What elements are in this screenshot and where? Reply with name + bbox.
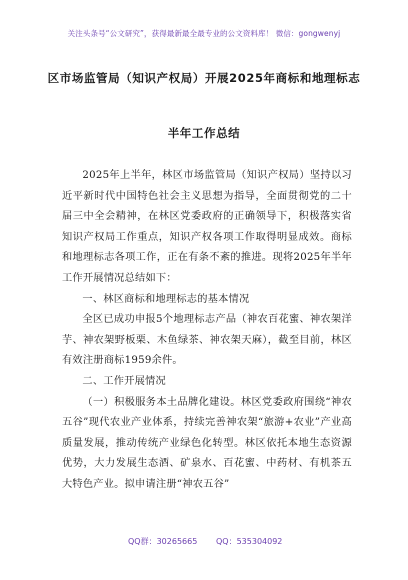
section-heading-work-progress: 二、工作开展情况 — [82, 375, 166, 387]
promo-banner: 关注头条号“公文研究”，获得最新最全最专业的公文资料库！ 微信：gongwenyj — [67, 29, 341, 38]
qq-number: QQ：535304092 — [216, 537, 283, 546]
basic-situation-paragraph: 全区已成功申报5个地理标志产品（神农百花蜜、神农架洋芋、神农架野板栗、木鱼绿茶、神农架天麻），截至目前，林区有效注册商标1959余件。 — [62, 314, 352, 367]
document-title: 区市场监管局（知识产权局）开展2025年商标和地理标志 — [47, 71, 361, 85]
section-heading-basic-situation: 一、林区商标和地理标志的基本情况 — [82, 293, 250, 305]
document-body — [62, 166, 352, 496]
work-progress-paragraph: （一）积极服务本土品牌化建设。林区党委政府围绕“神农五谷”现代农业产业体系，持续完善神农架“旅游+农业”产业高质量发展，推动传统产业绿色化转型。林区依托本地生态资源优势，大力发展生态酒、矿泉水、百花蜜、中药材、有机茶五大特色产业。拟申请注册“神农五谷” — [62, 396, 352, 490]
document-subtitle: 半年工作总结 — [167, 126, 241, 140]
intro-paragraph: 2025年上半年，林区市场监管局（知识产权局）坚持以习近平新时代中国特色社会主义思想为指导，全面贯彻党的二十届三中全会精神，在林区党委政府的正确领导下，积极落实省知识产权局工作重点，知识产权各项工作取得明显成效。商标和地理标志各项工作，正在有条不紊的推进。现将2025年半年工作开展情况总结如下： — [62, 170, 352, 284]
qq-group-number: QQ群：30265665 — [128, 537, 198, 546]
